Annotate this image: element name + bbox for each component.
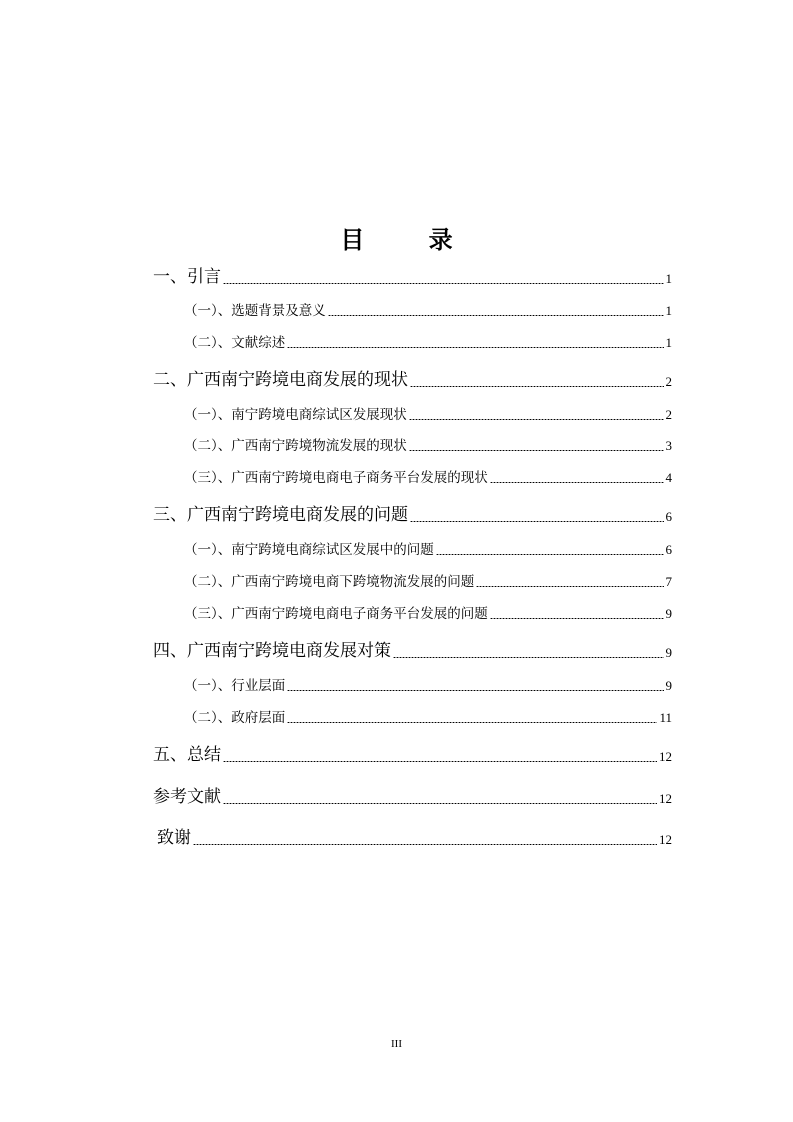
dot-leader — [223, 803, 657, 804]
dot-leader — [490, 618, 664, 619]
toc-entry-page: 6 — [665, 509, 672, 524]
dot-leader — [476, 586, 663, 587]
toc-entry-label: （一）、选题背景及意义 — [184, 303, 326, 319]
toc-entry[interactable] — [153, 266, 672, 288]
toc-entry[interactable] — [184, 302, 672, 320]
toc-entry[interactable] — [157, 827, 672, 849]
toc-entry-label: （三）、广西南宁跨境电商电子商务平台发展的现状 — [184, 470, 488, 486]
toc-entry[interactable] — [153, 786, 672, 808]
toc-entry-label: 四、广西南宁跨境电商发展对策 — [153, 641, 391, 661]
toc-entry-page: 4 — [665, 470, 672, 485]
toc-entry-label: 一、引言 — [153, 267, 221, 287]
toc-entry-label: （二）、政府层面 — [184, 710, 286, 726]
toc-entry-page: 3 — [665, 438, 672, 453]
page-number: III — [391, 1038, 402, 1050]
dot-leader — [223, 761, 657, 762]
toc-entry-page: 9 — [665, 678, 672, 693]
toc-entry[interactable] — [184, 677, 672, 695]
toc-entry-page: 12 — [659, 832, 672, 847]
toc-entry[interactable] — [184, 406, 672, 424]
toc-entry-page: 1 — [665, 335, 672, 350]
toc-entry-label: （二）、广西南宁跨境物流发展的现状 — [184, 438, 407, 454]
toc-entry-page: 12 — [659, 791, 672, 806]
toc-entry-label: （二）、广西南宁跨境电商下跨境物流发展的问题 — [184, 574, 475, 590]
toc-entry-label: 五、总结 — [153, 745, 221, 765]
toc-entry-page: 1 — [665, 303, 672, 318]
dot-leader — [410, 386, 664, 387]
toc-title: 目 录 — [340, 225, 481, 254]
toc-entry-label: （二）、文献综述 — [184, 335, 286, 351]
toc-entry[interactable] — [184, 541, 672, 559]
dot-leader — [393, 657, 664, 658]
toc-entry-label: （一）、行业层面 — [184, 678, 286, 694]
toc-entry[interactable] — [184, 437, 672, 455]
toc-entry-page: 2 — [665, 407, 672, 422]
toc-entry-label: 参考文献 — [153, 787, 221, 807]
toc-entry[interactable] — [184, 334, 672, 352]
toc-entry-label: 三、广西南宁跨境电商发展的问题 — [153, 505, 408, 525]
toc-entry-page: 6 — [665, 542, 672, 557]
dot-leader — [223, 283, 664, 284]
toc-entry-label: （一）、南宁跨境电商综试区发展中的问题 — [184, 542, 434, 558]
toc-entry[interactable] — [153, 504, 672, 526]
toc-entry-page: 11 — [659, 710, 672, 725]
toc-entry[interactable] — [184, 469, 672, 487]
dot-leader — [410, 521, 664, 522]
toc-entry-page: 9 — [665, 606, 672, 621]
toc-entry-page: 2 — [665, 374, 672, 389]
toc-entry-page: 7 — [665, 574, 672, 589]
toc-entry-label: （一）、南宁跨境电商综试区发展现状 — [184, 407, 407, 423]
dot-leader — [287, 722, 657, 723]
dot-leader — [193, 844, 657, 845]
toc-entry-page: 9 — [665, 645, 672, 660]
dot-leader — [436, 554, 664, 555]
dot-leader — [409, 419, 664, 420]
toc-entry[interactable] — [153, 640, 672, 662]
toc-entry[interactable] — [153, 369, 672, 391]
toc-entry-page: 1 — [665, 271, 672, 286]
toc-entry-label: （三）、广西南宁跨境电商电子商务平台发展的问题 — [184, 606, 488, 622]
dot-leader — [328, 315, 664, 316]
toc-entry[interactable] — [153, 744, 672, 766]
dot-leader — [287, 690, 663, 691]
toc-entry-label: 二、广西南宁跨境电商发展的现状 — [153, 370, 408, 390]
dot-leader — [409, 450, 664, 451]
toc-entry[interactable] — [184, 605, 672, 623]
toc-entry-page: 12 — [659, 749, 672, 764]
toc-entry[interactable] — [184, 573, 672, 591]
dot-leader — [287, 347, 663, 348]
toc-entry[interactable] — [184, 709, 672, 727]
toc-entry-label: 致谢 — [157, 828, 191, 848]
dot-leader — [490, 482, 664, 483]
